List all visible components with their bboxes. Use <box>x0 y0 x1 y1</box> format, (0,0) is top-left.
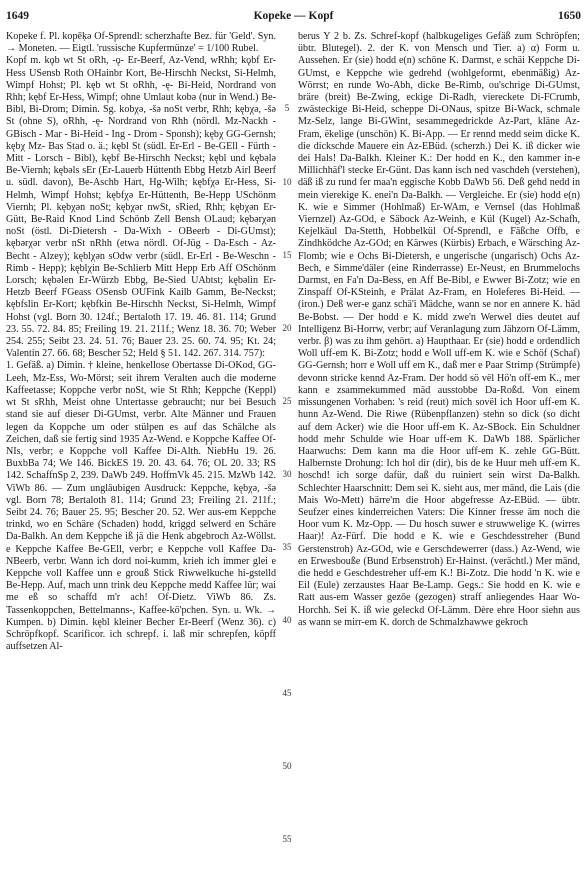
entry-kopeke: Kopeke f. Pl. kopēḳə Of-Sprendl: scherzhafte Bez. für 'Geld'. Syn. → Moneten. — Eigtl. 'russische Kupfermünze' = 1/100 Rubel. <box>6 31 276 55</box>
line-number: 5 <box>284 103 290 113</box>
running-title: Kopeke — Kopf <box>253 10 334 22</box>
line-number: 35 <box>282 542 292 552</box>
left-page-number: 1649 <box>6 10 29 22</box>
right-page-number: 1650 <box>558 10 581 22</box>
line-number: 20 <box>282 323 292 333</box>
page-header <box>0 10 587 28</box>
line-number: 45 <box>282 688 292 698</box>
left-column <box>6 31 276 867</box>
line-number: 10 <box>282 177 292 187</box>
line-number: 30 <box>282 469 292 479</box>
line-number: 50 <box>282 761 292 771</box>
line-number: 25 <box>282 396 292 406</box>
line-number: 40 <box>282 615 292 625</box>
right-column <box>298 31 580 867</box>
entry-kopf-forms: Kopf m. kǫb wt St oRh, -ǫ- Er-Beerf, Az-Vend, wRhh; kǫbf Er-Hess USensb Roth OHainbr Kort, Be-Hirschh Neckst, Si-Helmh, Wimpf Hohst; Pl. kęb wt St oRhh, -ę- Bi-Heid, Nordrand von Rhh; kębf Er-Hess, Wimpf; ohne Umlaut kobə (nur in Wend.) Be-Bibl, Bi-Drom; Dimin. Sg. kobχə, -šə noSt verbr, Rhh; kębχə, -šə St (ohne S), oRhh, -ę- Nordrand von Rhh (nördl. Mz-Nackh - GBisch - Mar - Bi-Heid - Ing - Drom - Sponsh); kębχ GG-Gernsh; kębχ Mz- Bas Stad o. ä.; kębl St (südl. Er-Erl - Be-GEll - Fürth - Mitt - Lorsch - Bibl), kębf Be-Hirschh Neckst; kębl und kębələ Be-Viernh; kębəls sEr (Er-Lauerb Hüttenth Ebbg Hetzb Airl Beerf u. südl. davon), Be-Aschb Hart, Hg-Wilh; kębfχə Er-Hess, Si-Helmh, Wimpf Hohst; kębfχə Er-Hüttenth, Be-Hepp USchönm Viernh; Pl. kębχən noSt; kębχər nwSt, sRied, Rhh; kębχən Er-Gütt, Be-Raid Knod Lind Schönb Zell Bensh OLaud; kębərχən noSt (östl. Di-Dietersh - Da-Wixh - OBeerb - Di-GUmst); kębərχər verbr nSt nRhh (etwa nördl. Of-Jüg - Da-Esch - Az-Becht - Alzey); kęblχən sOdw verbr (südl. Er-Erl - Be-Weschn - Rimb - Hepp); kęblχin Be-Schlierb Mitt Hepp Erb Aff OSchönm Lorsch; kębəlen Er-Würzb Ebbg, Be-Sied UAbtst; kębəlin Er-Hetzb Beerf FGeass OSensb OUFink Kailb Gamm, Be-Neckst; kębfslin Er-Kort; kębfkin Be-Hirschh Neckst, Si-Helmh, Wimpf Hohst (vgl. Born 30. 124f.; Bertaloth 17. 19. 46. 81. 114; Grund 23. 55. 72. 84. 85; Freiling 19. 21. 211f.; Wenz 18. 36. 70; Weber 254. 255; Seibt 23. 24. 51. 76; Bauer 23. 25. 60. 74. 95; Kt. 24; Valentin 27. 66. 68; Bescher 52; Held § 51. 142. 267. 314. 757): <box>6 55 276 360</box>
line-number: 55 <box>282 834 292 844</box>
entry-kopf-sense-1: 1. Gefäß. a) Dimin. † kleine, henkellose Obertasse Di-OKod, GG-Leeh, Mz-Ess, Wo-Mörst; seit ihrem Veralten auch die moderne Kaffeetasse; Koppche verbr noSt, wie St Rhh; Keppche (Keppl) wt St sRhh, Meist ohne Untertasse gebraucht; nur bei Besuch stand sie auf dieser Di-GUmst, verbr. Alte Männer und Frauen legen da Koppche um oder stülpen es auf das Schälche als Zeichen, daß sie fertig sind 1935 Az-Wend. e Koppche Kaffee Of-NIs, verbr; e Koppche voll Kaffee Di-Alth. NiebHu 19. 26. BuxbBa 74; We 146. BickES 19. 20. 43. 64. 76; OL 20. 33; RS 142. SchaffnSp 2, 239. DaWb 249. HoffmVk 45. 215. MzWb 142. ViWb 86. — Zum ungläubigen Ausdruck: Keppche, kębχə, -šə vgl. Born 78; Bertaloth 81. 114; Grund 23; Freiling 21. 211f.; Seibt 24. 76; Bauer 25. 95; Bescher 20. 52. Wer aus-em Keppche trinkd, wo en Schäre (Schaden) hodd, kriggd selwerd en Schäre Da-Balkh. An dem Keppche iß jä die Henk abgebroch Az-Wöllst. e Keppche Kaffee Be-GEll, verbr; e Keppche voll Kaffee Da-NBeerb, verbr. Wann ich dord noi-kumm, krieh ich immer glei e Keppche voll Kaffee unn e grouß Stick Riwwelkuche hi-gstelld Be-Hepp. Auf, mach unn trink deu Keppche medd Kaffee lür; wai me eß so schaffd m'r ach! Of-Dietz. ViWb 86. Zs. Tassenkoppchen, Bettelmanns-, Kaffee-kö'pchen. Syn. u. Wk. → Kumpen. b) Dimin. kębl kleiner Becher Er-Beerf (Wenz 36). c) Schröpfkopf. Scarificor. ich schrepf. i. laß mir schrepfen, köpff auffsetzen Al- <box>6 360 276 653</box>
entry-kopf-sense-2: berus Y 2 b. Zs. Schref-kopf (halbkugeliges Gefäß zum Schröpfen; übtr. Blutegel). 2. der K. von Mensch und Tier. a) α) Form u. Aussehen. Er (sie) hodd e(n) schöne K. Darmst, e schäi Keppche Di-GUmst, e Keppche wie gedrehd (wohlgeformt, ebenmäßig) Az-Wörrst; en runde Wo-Abh, dicke Be-Rimb, ou'schrige Di-GUmst, bräre (breit) Be-Zwing, eckige Di-Radh, viereckete Di-FCrumb, zwästeckige Bi-Heid, scheppe Di-ONaus, spitze Bi-Wack, schmale Mz-Selz, lange Bi-GWint, sesammegedrickde Az-Part, kläne Az-Fram, ëkelige (unschön) K. Bi-App. — Er rennd medd seim dicke K. die dickschde Mauere ein Az-EBüd. (scherzh.) Dei K. iß dicker wie dei Hals! Da-Balkh. Kleiner K.: Der hodd en K., den kammer in-e Millichhäf'l stecke Er-Günt. Das kann isch ned vaschdeh (verstehen), däß iß zu rund fer maa'n eggische Kobb DaWb 56. Deß gehd nedd in mein vierekige K. enei'n Da-Balkh. — Vergleiche. Er (sie) hodd e(n) K. wie e Simmer (Hohlmaß) Er-WAm, e Vernsel (das Hohlmaß Viernzel) Az-GOd, e Säbock Az-Weinh, e Kül (Kugel) Az-Schafh, Kejelkäul Da-Stetth, Hobbelkül Of-Sprendl, e Fäßche Offb, e Zindhködche Az-GOd; en Kärwes (Kürbis) Erbach, e Wärsching Az-Flomb; wie e Ochs Bi-Dietersh, e ungerische (ungarisch) Ochs Az-Bech, e Simme'däler (eine Rinderrasse) Er-Neust, en Brummelochs Darmst, en Fa'n Da-Bess, en Aff Be-Bibl, e Ewwer Bi-Zotz; wie en Zinspaff Of-KSteinh, e Prälat Az-Fram, en Holeferes Bi-Heid. — (iron.) Deß wer-e ganz schä'i Mädche, wann se nor en annere K. häd Be-Bobst. — Der hodd e K. midd zwe'n Werwel dies deutet auf Intelligenz Bi-Horrw, verbr; auf Veranlagung zum Jähzorn Of-Lämm, verbr. β) was zu ihm gehört. a) Haupthaar. Er (sie) hodd e ordendlich Woll uff-em K. Bi-Zotz; hodd e Woll uff-em K. wie e Schöf (Schaf) GG-Gernsh; horr e Woll uff em K., daß mer e Paar Strimp (Strümpfe) devonn stricke kennd Az-Fram. Der hodd sö vël Hö'n off-em K., mer kann e zsammekummed mäd ausstobbe Da-Roßd. Von einem missungenen Vorhaben: 's reid (reut) mich sovël ich Hoor uff-em K. hunn Az-Wend. Die Riwe (Rübenpflanzen) stehn so dick (so dicht auf dem Acker) wie die Hoor uff-em K. Az-SBock. Ein Schuldner hodd mehr Schulde wie Hoar uff-em K. DaWb 188. Spärlicher Haarwuchs: Dem kann ma die Hoor uff-em K. zehle GG-Bütt. Halbernste Drohung: Ich hol dir (dir), bis de ke Huur meh uff-em K. hoschd! ich sorge dafür, daß du ruiniert sein wirst Da-Balkh. Schlechter Haarschnitt: Dem sei K. sieht aus, mer mänd, die Lais (die Mais Wo-Mett) härre'm die Hoor abgefresse Az-EBüd. — übtr. Seufzer eines kinderreichen Vaters: Die Kinner fresse äm noch die Hoor vum K. Mz-Opp. — Du hosch suwer e struwwelige K. (wirres Haar)! Az-Fürf. Die hodd e K. wie e Geschdesstreher (Bund Gerstenstroh) Az-GOd, wie e Gerschdewerrer (dass.) Az-Wend, wie en Erwesbouße (Bund Erbsenstroh) Er-Hainst. (verächtl.) Mer mänd, die hedd e Geschdestreher uff-em K.! Bi-Zotz. Die hodd 'n K. wie e Eil (Eule) zerzaustes Haar Be-Lamp. Gegs.: Sie hodd en K. wie e Ratt aus-em Wasser gezōe (gezogen) straff anliegendes Haar Wo-Horchh. Sei K. iß wie geleckd Of-Lämm. Dère ehre Hoor siehn aus as wann se mirr-em K. dorch de Schmalzhawwe gekroch <box>298 31 580 628</box>
line-number: 15 <box>282 250 292 260</box>
